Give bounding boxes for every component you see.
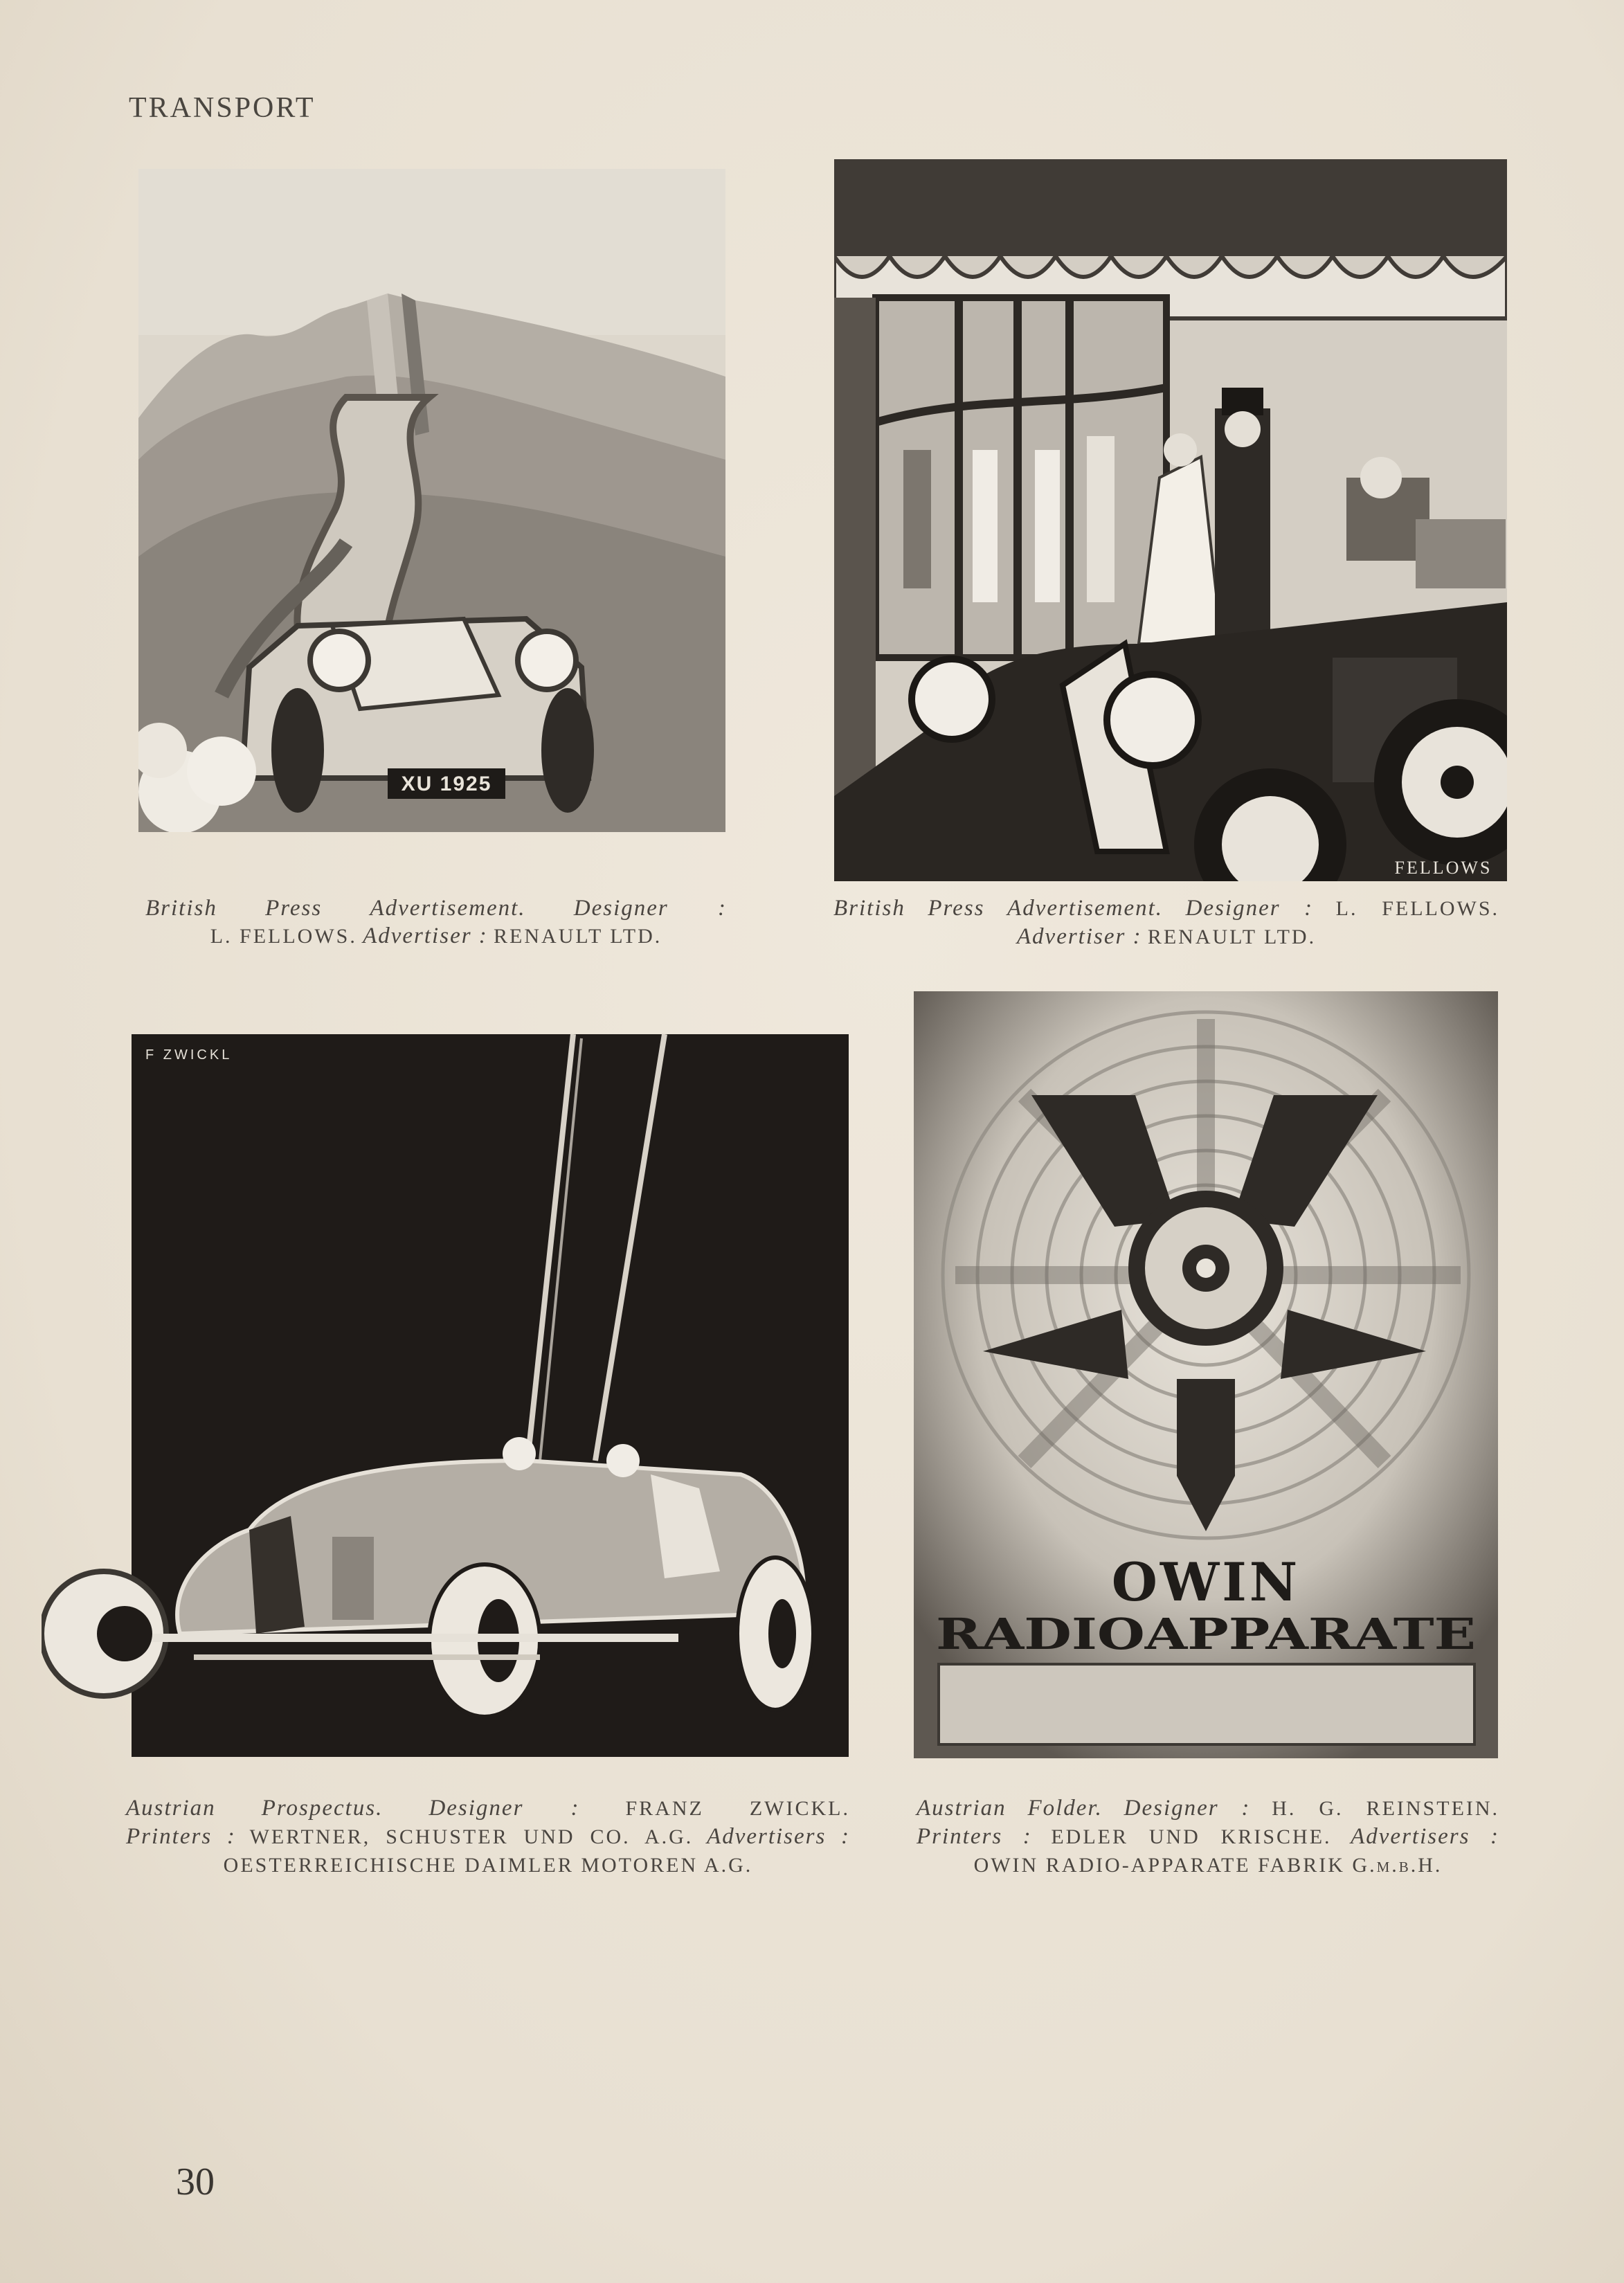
caption-line: [126, 1794, 850, 1823]
renault-hills-illustration: [138, 169, 725, 832]
daimler-racer-illustration: [42, 1031, 856, 1760]
caption-word: EDLER UND KRISCHE.: [1051, 1825, 1332, 1848]
caption-line: [917, 1823, 1499, 1851]
caption-line: [126, 1851, 850, 1879]
caption-word: Designer :: [1124, 1796, 1251, 1821]
caption-word: Austrian: [917, 1796, 1007, 1821]
caption-word: British: [145, 896, 217, 921]
caption-word: WERTNER, SCHUSTER UND CO. A.G.: [249, 1825, 694, 1848]
caption-word: Austrian: [126, 1796, 216, 1821]
page-number: 30: [176, 2160, 215, 2203]
caption-line: [145, 922, 727, 950]
caption-word: RENAULT LTD.: [494, 925, 662, 948]
poster-title-radio: RADIOAPPARATE: [936, 1609, 1476, 1659]
plate-owin-radio: [914, 991, 1498, 1758]
caption-line: [145, 894, 727, 922]
caption-line: [917, 1794, 1499, 1823]
renault-showroom-illustration: [834, 159, 1507, 881]
plate-daimler-racer: [42, 1031, 856, 1760]
caption-word: OWIN RADIO-APPARATE FABRIK G.m.b.H.: [973, 1854, 1443, 1877]
poster-title-owin: OWIN: [1111, 1551, 1301, 1613]
caption-word: FRANZ: [625, 1797, 704, 1820]
caption-word: H. G. REINSTEIN.: [1272, 1797, 1500, 1820]
caption-line: [833, 894, 1499, 923]
caption-word: Designer :: [573, 896, 728, 921]
caption-word: Advertisers :: [1351, 1824, 1500, 1849]
caption-word: Advertisers :: [707, 1824, 851, 1849]
caption-renault-showroom: [833, 894, 1499, 951]
plate-renault-hills: [138, 169, 725, 832]
caption-word: L. FELLOWS.: [1335, 897, 1500, 920]
caption-word: ZWICKL.: [749, 1797, 850, 1820]
caption-word: Prospectus.: [261, 1796, 384, 1821]
license-plate-text: XU 1925: [401, 773, 492, 795]
caption-word: Advertiser :: [1016, 924, 1142, 949]
caption-word: L. FELLOWS.: [210, 925, 357, 948]
racer-signature: F ZWICKL: [145, 1047, 233, 1063]
caption-word: Printers :: [917, 1824, 1032, 1849]
plate-renault-showroom: [834, 159, 1507, 881]
caption-line: [833, 923, 1499, 951]
caption-word: Press: [928, 896, 985, 921]
caption-word: RENAULT LTD.: [1147, 926, 1317, 948]
caption-word: Advertisement.: [370, 896, 526, 921]
running-head: TRANSPORT: [129, 92, 316, 124]
caption-word: British: [833, 896, 905, 921]
caption-word: Press: [265, 896, 323, 921]
caption-word: Folder.: [1027, 1796, 1103, 1821]
caption-word: Advertisement.: [1007, 896, 1164, 921]
caption-renault-hills: [145, 894, 727, 950]
owin-radio-illustration: [914, 991, 1498, 1758]
caption-owin-radio: [917, 1794, 1499, 1879]
caption-line: [917, 1851, 1499, 1879]
caption-word: OESTERREICHISCHE DAIMLER MOTOREN A.G.: [223, 1854, 753, 1877]
caption-daimler-racer: [126, 1794, 850, 1879]
caption-word: Advertiser :: [363, 923, 488, 948]
caption-word: Printers :: [126, 1824, 236, 1849]
showroom-signature: FELLOWS: [1394, 858, 1492, 878]
caption-word: Designer :: [428, 1796, 580, 1821]
caption-line: [126, 1823, 850, 1851]
caption-word: Designer :: [1185, 896, 1314, 921]
poster-blank-panel: [939, 1664, 1474, 1744]
